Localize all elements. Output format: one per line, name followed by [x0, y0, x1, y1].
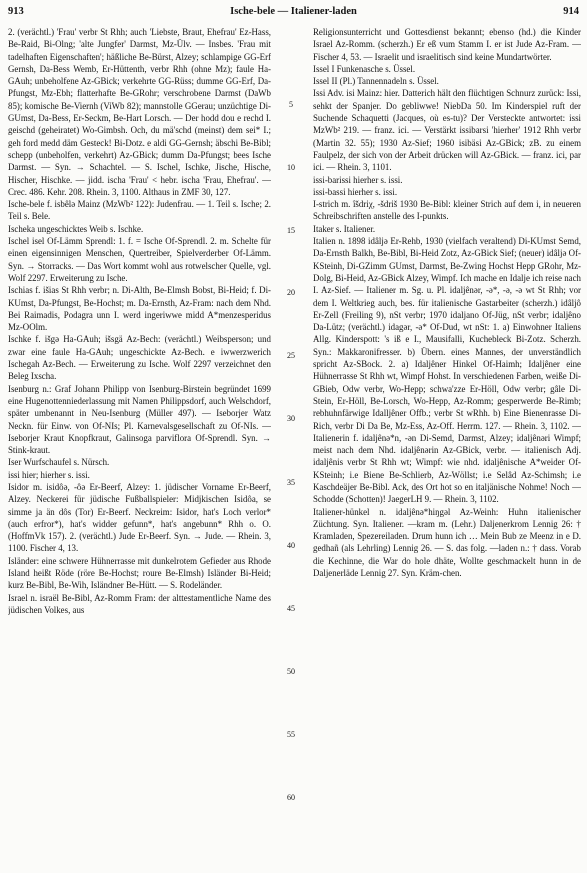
line-number: 60: [287, 793, 295, 802]
entry-issi-ref: issi hier; hierher s. issi.: [8, 469, 90, 480]
entry-islaender: Isländer: eine schwere Hühnerrasse mit dunkelrotem Gefieder aus Rhode Island heißt Röde (röre Be-Hochst; roure Be-Elmsh) Isländer Bi-Heid; kurz Be-Bibl, Be-Wih, Isländner Be-Hütt. — S. Rodeländer.: [8, 555, 271, 591]
line-number: 50: [287, 667, 295, 676]
line-number: 10: [287, 163, 295, 172]
line-number: 30: [287, 414, 295, 423]
entry-israel-continued: Religionsunterricht und Gottesdienst bekannt; ebenso (hd.) die Kinder Israel Az-Romm. (scherzh.) Er eß vum Stamm I. er ist Jude Az-Fram. — Fischer 4, 53. — Israelit und israelitisch sind keine Mundartwörter.: [313, 27, 581, 62]
line-number: 55: [287, 730, 295, 739]
entry-itaker: Itaker s. Italiener.: [313, 223, 376, 234]
page-number-right: 914: [563, 6, 579, 17]
entry-ischias: Ischias f. išias St Rhh verbr; n. Di-Alth, Be-Elmsh Bobst, Bi-Heid; f. Di-KUmst, Da-Pfungst, Be-Hochst; m. Da-Ernsth, Az-Fram: nach dem Nhd. Bei Raimadis, Podagra unn I. werd ingeriwwe midd A*menzesperidus Mz-OOlm.: [8, 285, 271, 333]
line-number: 25: [287, 351, 295, 360]
running-head: Ische-bele — Italiener-laden: [230, 6, 357, 17]
entry-issel-2: Issel II (Pl.) Tannennadeln s. Üssel.: [313, 76, 439, 87]
line-number: 35: [287, 478, 295, 487]
entry-i-strich: I-strich m. îšdriχ, -šdriš 1930 Be-Bibl: kleiner Strich auf dem i, in neueren Schreibschriften anstelle des I-punkts.: [313, 199, 581, 222]
line-number: 5: [289, 100, 293, 109]
line-number: 40: [287, 541, 295, 550]
entry-issi-barissi: issi-barissi hierher s. issi.: [313, 174, 403, 185]
right-column: [313, 26, 581, 868]
entry-iser: Iser Wurfschaufel s. Nürsch.: [8, 457, 110, 468]
entry-isenburg: Isenburg n.: Graf Johann Philipp von Isenburg-Birstein begründet 1699 eine Hugenottenniederlassung mit Namen Philippsdorf, auch Welschdorf, später umbenannt in Neu-Isenburg (Müller 497). — Iseborjer Watz Neckn. für Einw. von Of-NIs; Pl. Karnevalsgesellschaft zu Of-NIs. — Iseborjer Kraut Knopfkraut, Galinsoga parviflora Of-Sprendl. Syn. → Stink-kraut.: [8, 383, 271, 456]
entry-issel-1: Issel I Funkenasche s. Üssel.: [313, 63, 416, 74]
entry-isidor: Isidor m. isidôə, -ôə Er-Beerf, Alzey: 1. jüdischer Vorname Er-Beerf, Alzey. Neckerei für jüdische Fußballspieler: Midjkischen Isidôa, se simme ja än dôs (Tor) Er-Beerf. Neckreim: Isidor, hat's Loch verlor* (auch erfror*), hat's widder gefunn*, hat's angebunn* Rhh o. O. (HoffmVk 157). 2. (verächtl.) Jude Er-Beerf. Syn. → Jude. — Rhein. 3, 1100. Fischer 4, 13.: [8, 481, 271, 554]
page-header: [0, 6, 587, 22]
line-number-gutter: [282, 26, 300, 868]
entry-israel: Israel n. israël Be-Bibl, Az-Romm Fram: der alttestamentliche Name des jüdischen Volkes, aus: [8, 592, 271, 615]
entry-ische-sense-2: 2. (verächtl.) 'Frau' verbr St Rhh; auch 'Liebste, Braut, Ehefrau' Ez-Hass, Be-Raid, Bi-Olng; 'alte Jungfer' Darmst, Mz-Ülv. — Insbes. 'Frau mit tadelhaften Eigenschaften'; häßliche Be-Bürst, Alzey; schlampige GG-Erf Gernsh, Da-Bess Wemb, Er-Hüttenth, verbr Rhh (ohne Mz); faule Ha-GAuh; unbeholfene Az-GBick; verkehrte GG-Rüss; dumme GG-Erf, Da-Pfungst, Mz-Ebh; flatterhafte Be-GRohr; verschrobene Darmst (DaWb 85); komische Be-Viernh (ViWb 82); mannstolle GGerau; unzüchtige Di-GUmst, Da-Bess, Er-Seckm, Be-Hart Lorsch. — Der hodd dou e rechd I. geischd (geheiratet) Wo-Gimbsh. Och, du mä'schd (meinst) dem sei* I.; geh ford medd däm Gesteck! Bi-Dotz. e aldi GG-Gernsh; äbschi Be-Bibl; schepp (unbeholfen, verkehrt) Az-GBick; dumm Da-Pfungst; bees Ische Darmst. — Syn. → Schachtel. — S. Ischel, Ischke, Jische, Hische, Hischer, Hischke. — jidd. ischa 'Frau' < hebr. ischa 'Frau, Ehefrau'. — Crec. 486. Kehr. 208. Rhein. 3, 1100. Althaus in ZMF 30, 127.: [8, 27, 271, 197]
entry-ischke: Ischke f. išgə Ha-GAuh; išsgä Az-Bech: (verächtl.) Weibsperson; und zwar eine faule Ha-GAuh; ungeschickte Az-Bech. e iwwerzwerich Ischegah Az-Bech. — Erweiterung zu Ische. Wolf 2297 verzeichnet den Beleg Ixscha.: [8, 334, 271, 382]
entry-italien: Italien n. 1898 idâljə Er-Rehb, 1930 (vielfach veraltend) Di-KUmst Semd, Da-Ernsth Balkh, Be-Bibl, Bi-Heid Zotz, Az-GBick Sief; (neuer) idâljə Of-KSteinh, Di-GZimm GUmst, Darmst, Be-Zwing Hochst Hepp GRohr, Mz-Dolg, Bi-Heid, Az-GBick Alzey, Wimpf. Ich mache en Idalje ich reise nach I. Az-Sief. — Italiener m. Sg. u. Pl. idaljênər, -ə*, -ə, -ə wt St Rhh; vor dem I. Weltkrieg auch, bes. für italienische Gastarbeiter (scherzh.) idâljô Er-Zell (Freiling 9), nSt verbr; 1970 idaljano Of-Jüg, nSt verbr; idaljêno Da-Lütz; (verächtl.) idagər, -ə* Of-Dud, wt nSt: 1. a) Einwohner Italiens Allg. Kinderspott: 's iß e I., Mausifalli, Kuchebleck Bi-Zotz. Scherzh. Syn.: Makkaronifresser. b) Übern. eines Mannes, der unverständlich spricht Az-SBock. 2. a) Idaljêner Hinkel Of-Haimh; Idaljêner eine Hühnerrasse St Rhh wt, Wimpf Hohst. In verschiedenen Farben, weiße Di-GBieb, Odw verbr, Wo-Hepp; schwa'zze Er-Höll, Odw verbr; gâle Di-Stein, Er-Höll, Be-Lorsch, Wo-Hepp, Az-Romm; gesperwerde Be-Rimb; rebhuhnfärwige Idalljêner Offb.; verbr St wRhh. b) Eine Bienenrasse Di-Rich, verbr Di Da Be, Mz-Ess, Az-Off. Herrm. 127. — Rhein. 3, 1102. — Italienerin f. idaljênə*n, -ən Di-Semd, Darmst, Alzey; idaljênəri Wimpf; meist nach dem Nhd. idaljênərin Az-GBick, verbr. — italienisch Adj. idaljênis verbr St Rhh wt; Wimpf: wie nhd. idaljênische A*weider Of-KSteinh; i.e Biene Be-Schlierb, Az-Wöllst; i.e Selâd Az-Schimsh; i.e Kaschdeäjer Be-Bibl. Ack, des Ort hot so en italjänische Nohme! Noch — Schodde (Schotten)! JaegerLH 9. — Rhein. 3, 1102.: [313, 236, 581, 505]
left-column: [8, 26, 271, 868]
line-number: 20: [287, 288, 295, 297]
entry-issi: Issi Adv. isi Mainz: hier. Datterich hält den flüchtigen Schnurz zurück: Issi, sehkt der Spanjer. Do gebliwwe! NiebDa 50. Im Kinderspiel ruft der Suchende Schaquetti (Jacques, où es-tu)? Der Versteckte antwortet: issi MzWb² 219. — franz. ici. — Verstärkt issibarsi 'hierher' 1912 Rhh verbr (Martin 32. 55); 1930 Az-Sief; 1960 isibäsi Az-GBick; zB. zu einem Faulpelz, der sich von der Arbeit drücken will Az-GBick. — franz. ici, par ici. — Rhein. 3, 1101.: [313, 88, 581, 173]
entry-italiener-huenkel: Italiener-hünkel n. idaljênə*hiŋgəl Az-Weinh: Huhn italienischer Züchtung. Syn. Italiener. —kram m. (Lehr.) Daljenerkrom Lennig 26: † Kramladen, Spezereiladen. Drum hunn ich … Mein Bub ze Meenz in e D. gedhañ (als Lehrling) Lennig 26. — S. das folg. —laden n.: † dass. Vorab die Kechinne, die War do hole dhäte, Wollte geschmackelt hunn in de Daljenerläde Lennig 27. Syn. Kräm-chen.: [313, 506, 581, 579]
entry-ischeka: Ischeka ungeschicktes Weib s. Ischke.: [8, 223, 144, 234]
entry-ischel: Ischel isel Of-Lämm Sprendl: 1. f. = Ische Of-Sprendl. 2. m. Schelte für einen eigensinnigen Menschen, Quertreiber, Spielverderber Of-Lämm. Syn. → Storracks. — Das Wort kommt wohl aus rotwelscher Quelle, vgl. Wolf 2297. Erweiterung zu Ische.: [8, 236, 271, 283]
line-number: 45: [287, 604, 295, 613]
page-number-left: 913: [8, 6, 24, 17]
line-number: 15: [287, 226, 295, 235]
entry-issi-bassi: issi-bassi hierher s. issi.: [313, 186, 398, 197]
entry-ische-bele: Ische-bele f. isbêlə Mainz (MzWb² 122): Judenfrau. — 1. Teil s. Ische; 2. Teil s. Bele.: [8, 199, 271, 222]
